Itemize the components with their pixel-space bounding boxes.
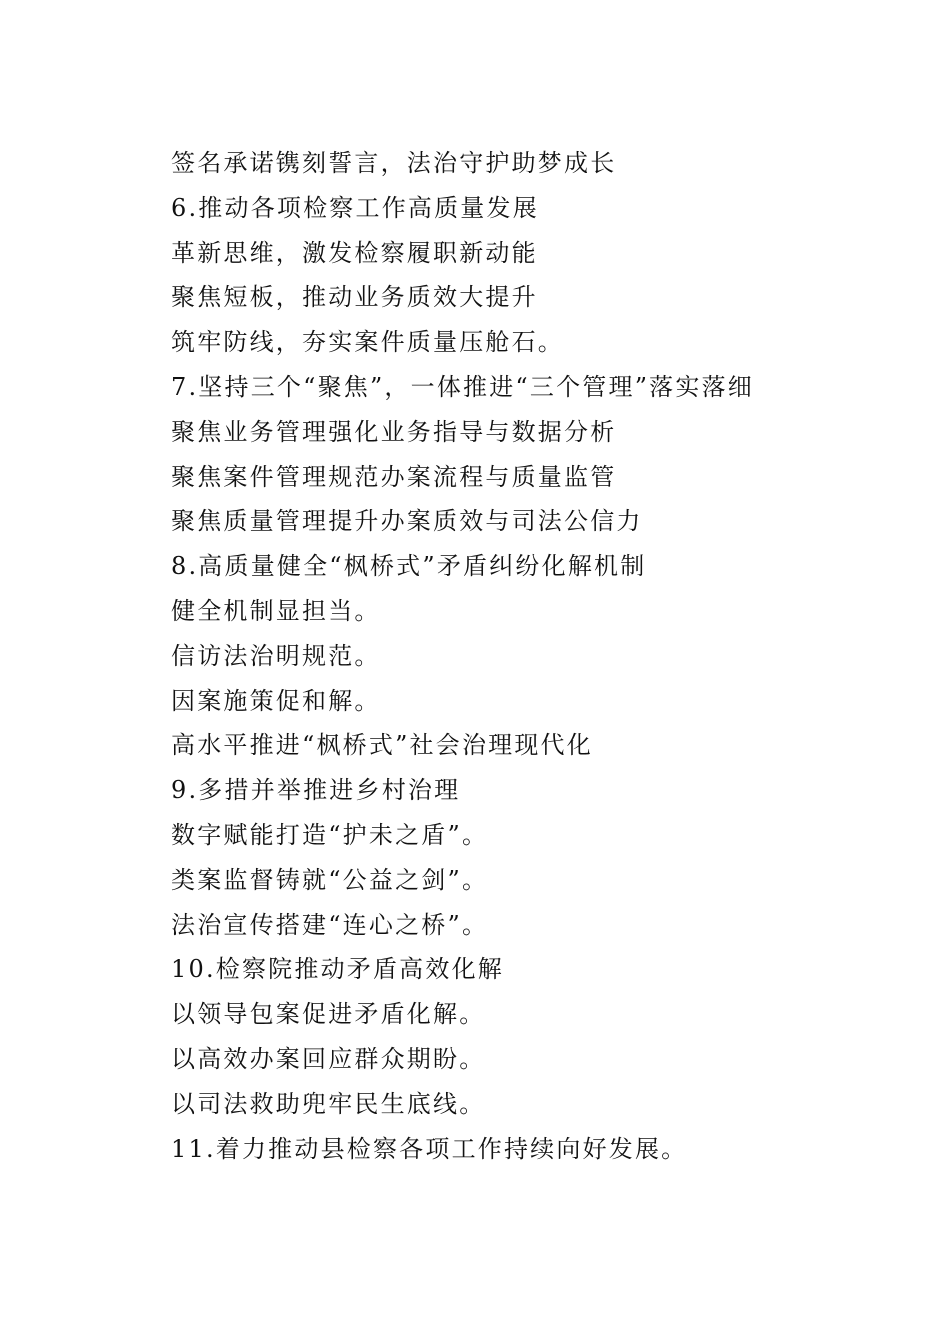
text-line: 革新思维，激发检察履职新动能	[171, 238, 538, 267]
text-line: 类案监督铸就“公益之剑”。	[171, 865, 489, 894]
text-line: 健全机制显担当。	[171, 596, 381, 625]
section-heading: 6.推动各项检察工作高质量发展	[171, 193, 539, 222]
text-line: 聚焦质量管理提升办案质效与司法公信力	[171, 507, 643, 536]
text-line: 高水平推进“枫桥式”社会治理现代化	[171, 731, 593, 760]
text-line: 数字赋能打造“护未之盾”。	[171, 820, 489, 849]
section-heading: 7.坚持三个“聚焦”，一体推进“三个管理”落实落细	[171, 372, 754, 401]
section-heading: 8.高质量健全“枫桥式”矛盾纠纷化解机制	[171, 552, 647, 581]
document-body	[171, 141, 911, 1171]
text-line: 因案施策促和解。	[171, 686, 381, 715]
text-line: 法治宣传搭建“连心之桥”。	[171, 910, 489, 939]
text-line: 以领导包案促进矛盾化解。	[171, 1000, 486, 1029]
section-heading: 10.检察院推动矛盾高效化解	[171, 955, 504, 984]
text-line: 筑牢防线，夯实案件质量压舱石。	[171, 328, 564, 357]
section-heading: 9.多措并举推进乡村治理	[171, 776, 461, 805]
text-line: 聚焦业务管理强化业务指导与数据分析	[171, 417, 617, 446]
text-line: 签名承诺镌刻誓言，法治守护助梦成长	[171, 149, 617, 177]
text-line: 聚焦案件管理规范办案流程与质量监管	[171, 462, 617, 491]
text-line: 以司法救助兜牢民生底线。	[171, 1089, 486, 1118]
section-heading: 11.着力推动县检察各项工作持续向好发展。	[171, 1134, 688, 1163]
text-line: 以高效办案回应群众期盼。	[171, 1044, 486, 1073]
text-line: 聚焦短板，推动业务质效大提升	[171, 283, 538, 312]
text-line: 信访法治明规范。	[171, 641, 381, 670]
